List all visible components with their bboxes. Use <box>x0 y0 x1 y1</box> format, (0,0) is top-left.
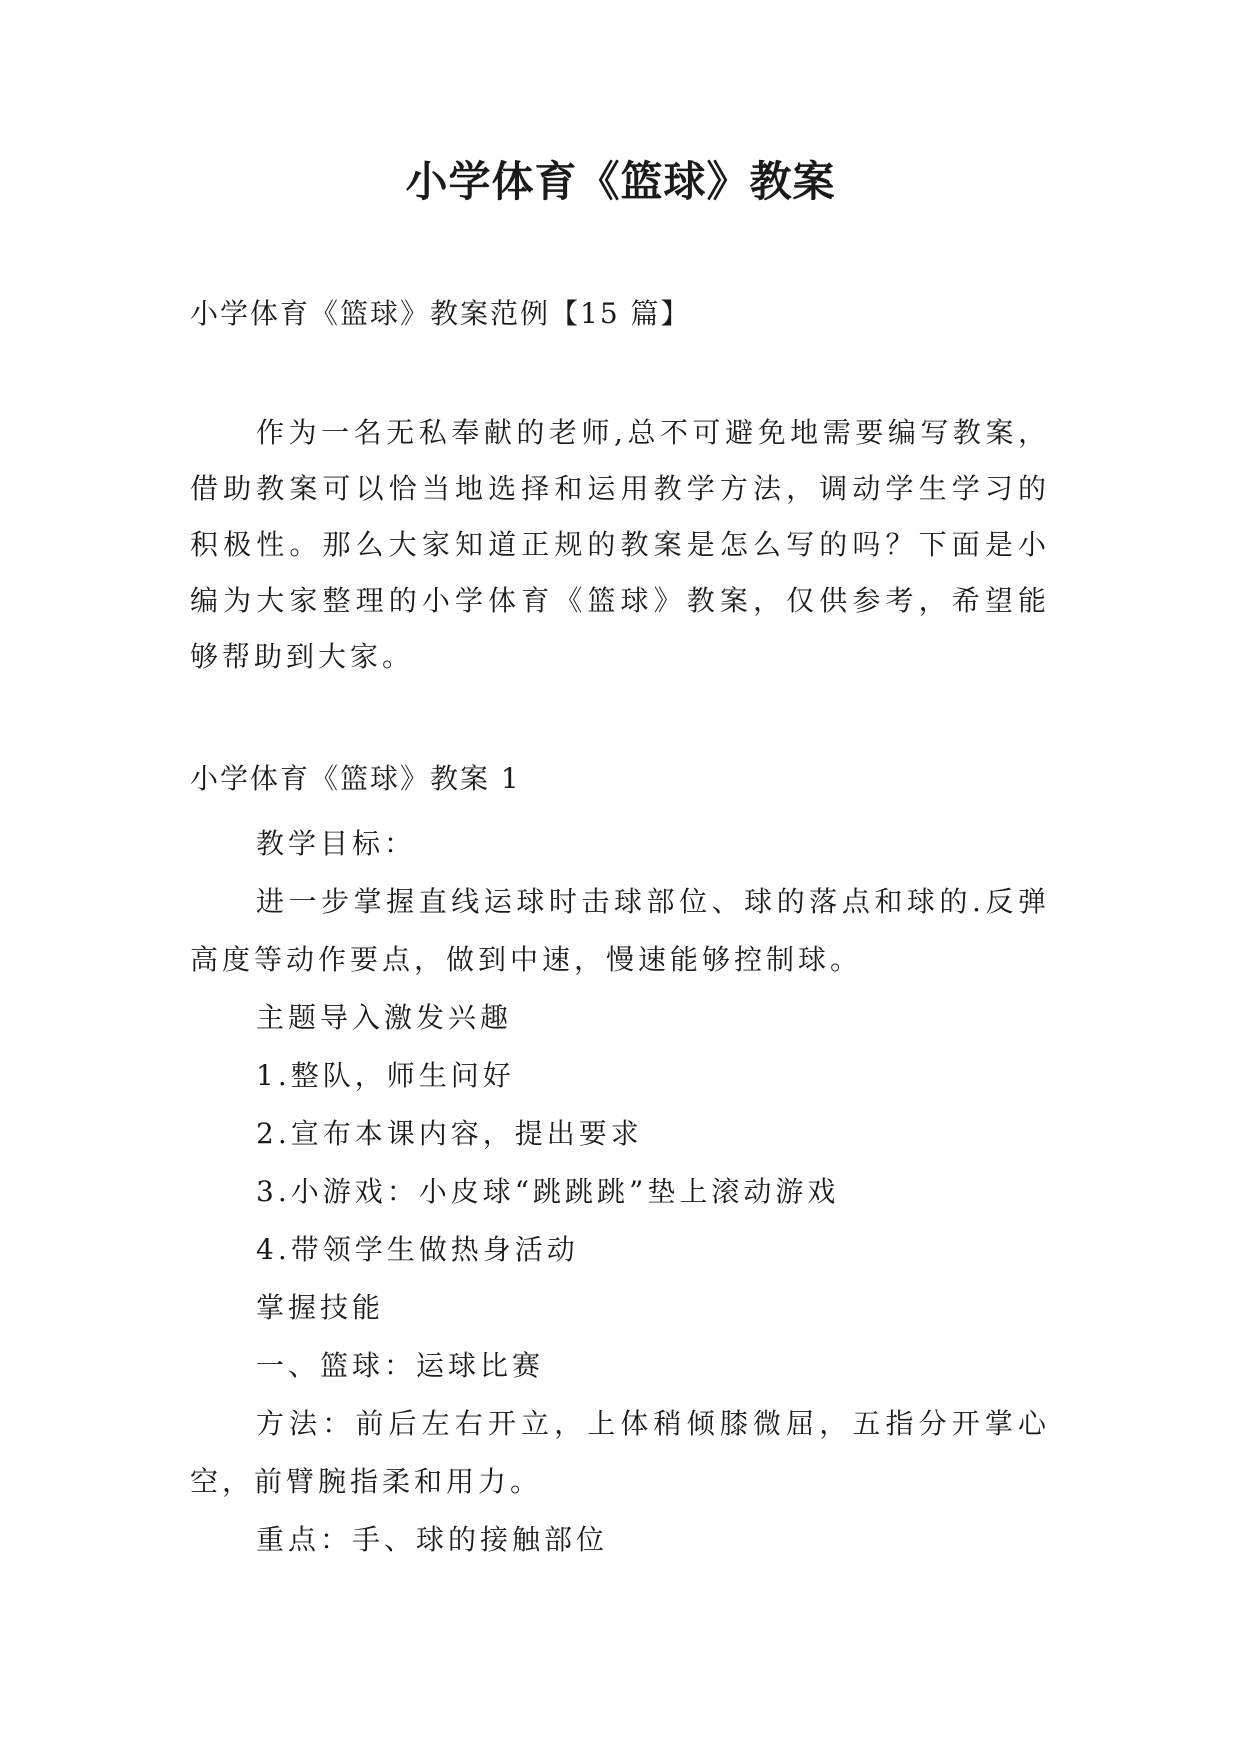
body-paragraph: 重点：手、球的接触部位 <box>256 1523 609 1556</box>
body-paragraph: 2.宣布本课内容，提出要求 <box>256 1117 643 1150</box>
document-subtitle: 小学体育《篮球》教案范例【15 篇】 <box>190 297 691 330</box>
body-paragraph: 主题导入激发兴趣 <box>256 1001 513 1034</box>
body-paragraph: 一、篮球：运球比赛 <box>256 1349 545 1382</box>
section-heading: 小学体育《篮球》教案 1 <box>190 762 521 795</box>
body-paragraph: 1.整队，师生问好 <box>256 1059 515 1092</box>
body-paragraph: 3.小游戏：小皮球“跳跳跳”垫上滚动游戏 <box>256 1175 840 1208</box>
body-paragraph: 掌握技能 <box>256 1291 385 1324</box>
body-paragraph: 方法：前后左右开立，上体稍倾膝微屈，五指分开掌心空，前臂腕指柔和用力。 <box>190 1407 1050 1498</box>
body-paragraph: 教学目标： <box>256 827 417 860</box>
intro-paragraph: 作为一名无私奉献的老师,总不可避免地需要编写教案，借助教案可以恰当地选择和运用教学方法，调动学生学习的积极性。那么大家知道正规的教案是怎么写的吗？下面是小编为大家整理的小学体育《篮球》教案，仅供参考，希望能够帮助到大家。 <box>190 416 1050 673</box>
body-paragraph: 进一步掌握直线运球时击球部位、球的落点和球的.反弹高度等动作要点，做到中速，慢速能够控制球。 <box>190 885 1050 976</box>
body-paragraph: 4.带领学生做热身活动 <box>256 1233 579 1266</box>
document-title: 小学体育《篮球》教案 <box>405 157 836 206</box>
section-body <box>190 815 1050 1569</box>
